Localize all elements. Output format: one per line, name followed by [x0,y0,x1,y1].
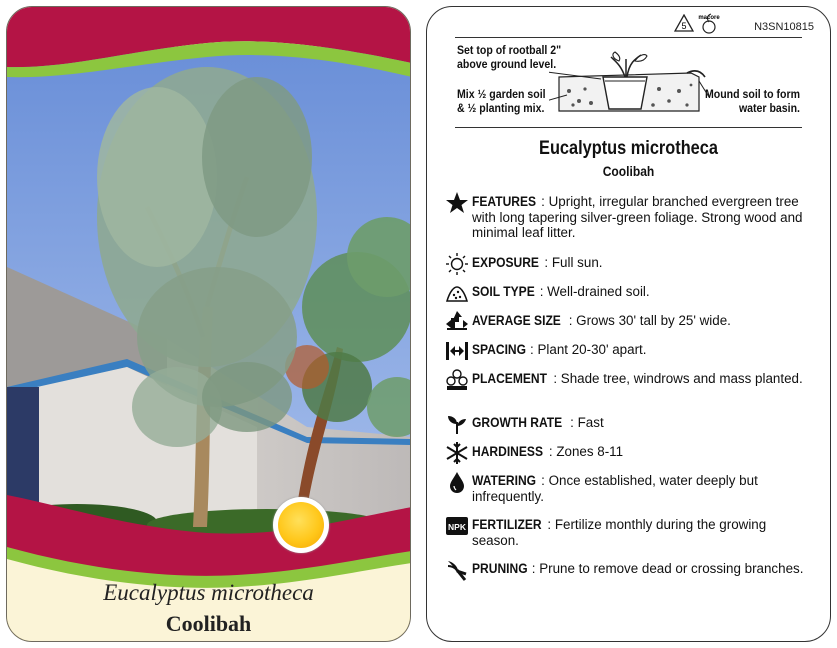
planting-note-top: Set top of rootball 2" above ground level. [457,43,562,71]
recycle-icon [674,14,694,32]
back-common-name: Coolibah [602,163,655,179]
size-arrows-icon [445,310,469,334]
macore-mark [696,12,722,34]
back-latin-name: Eucalyptus microtheca [539,138,718,159]
spacing-icon [445,339,469,363]
tree-photo [7,7,411,642]
feature-pruning: PRUNING : Prune to remove dead or crossing branches. [445,561,805,582]
water-drop-icon [445,470,469,494]
front-latin-name: Eucalyptus microtheca [103,580,314,605]
feature-growth-rate: GROWTH RATE : Fast [445,415,805,436]
snowflake-icon [445,441,469,465]
feature-hardiness: HARDINESS : Zones 8-11 [445,444,805,465]
svg-text:macore: macore [698,15,720,21]
front-card [6,6,411,642]
svg-text:5: 5 [681,21,687,31]
svg-text:NPK: NPK [448,522,466,532]
sun-icon [445,252,469,276]
feature-placement: PLACEMENT : Shade tree, windrows and mass planted. [445,371,805,392]
macore-logo [674,12,722,34]
full-sun-icon [273,497,329,553]
placement-icon [445,368,469,392]
planting-note-left: Mix ½ garden soil & ½ planting mix. [457,87,546,115]
item-code: N3SN10815 [754,21,814,33]
divider-top [455,37,802,38]
npk-icon [445,514,469,538]
feature-soil-type: SOIL TYPE : Well-drained soil. [445,284,805,305]
divider-bottom [455,127,802,128]
feature-spacing: SPACING : Plant 20-30' apart. [445,342,805,363]
front-common-name: Coolibah [165,611,252,636]
sprout-icon [445,412,469,436]
feature-average-size: AVERAGE SIZE : Grows 30' tall by 25' wide. [445,313,805,334]
feature-fertilizer: NPK FERTILIZER : Fertilize monthly during the growing season. [445,517,805,548]
back-card [426,6,831,642]
planting-note-right: Mound soil to form water basin. [704,87,800,115]
soil-icon [445,281,469,305]
feature-exposure: EXPOSURE : Full sun. [445,255,805,276]
feature-watering: WATERING : Once established, water deeply but infrequently. [445,473,805,504]
planting-diagram [549,51,709,123]
star-icon [445,191,469,215]
pruners-icon [445,558,469,582]
feature-features: FEATURES : Upright, irregular branched evergreen tree with long tapering silver-green foliage. Strong wood and minimal leaf litter. [445,194,805,241]
